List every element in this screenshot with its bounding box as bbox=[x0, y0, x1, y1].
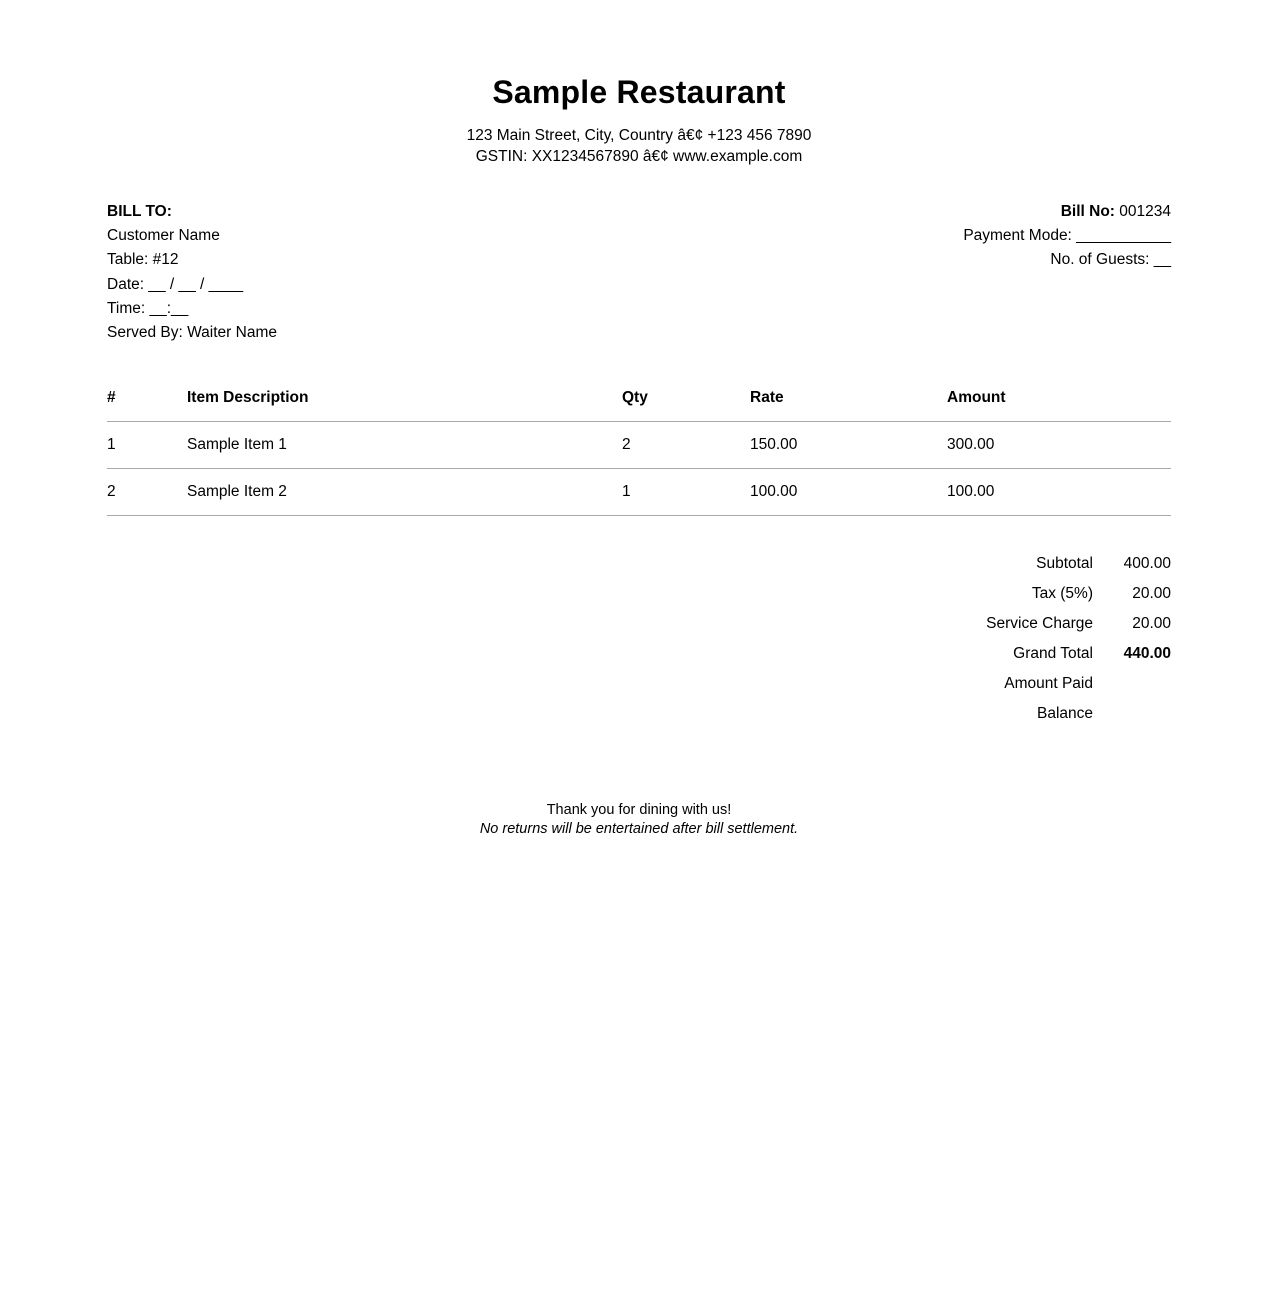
item-amount: 100.00 bbox=[947, 468, 1171, 515]
items-table bbox=[107, 389, 1171, 516]
bill-to-block bbox=[107, 200, 277, 346]
totals-row-service-charge bbox=[986, 609, 1171, 639]
gstin-line: GSTIN: XX1234567890 â€¢ www.example.com bbox=[475, 147, 803, 165]
served-by: Served By: Waiter Name bbox=[107, 324, 277, 342]
column-header-qty: Qty bbox=[622, 389, 750, 422]
item-description: Sample Item 2 bbox=[187, 468, 622, 515]
item-description: Sample Item 1 bbox=[187, 421, 622, 468]
items-table-body bbox=[107, 421, 1171, 515]
contact-info bbox=[107, 125, 1171, 167]
totals-section bbox=[107, 549, 1171, 729]
tax-value: 20.00 bbox=[1132, 584, 1171, 602]
time-field: Time: __:__ bbox=[107, 299, 189, 317]
totals-table bbox=[986, 549, 1171, 729]
table-row bbox=[107, 468, 1171, 515]
column-header-description: Item Description bbox=[187, 389, 622, 422]
items-table-head bbox=[107, 389, 1171, 422]
restaurant-name: Sample Restaurant bbox=[492, 74, 786, 110]
tax-label: Tax (5%) bbox=[1031, 584, 1093, 602]
totals-row-subtotal bbox=[986, 549, 1171, 579]
returns-policy-note: No returns will be entertained after bill settlement. bbox=[479, 820, 799, 837]
item-number: 2 bbox=[107, 468, 187, 515]
column-header-amount: Amount bbox=[947, 389, 1171, 422]
address-line: 123 Main Street, City, Country â€¢ +123 456 7890 bbox=[466, 126, 812, 144]
item-qty: 1 bbox=[622, 468, 750, 515]
document-footer bbox=[107, 801, 1171, 839]
bill-number-row bbox=[963, 200, 1171, 224]
item-amount: 300.00 bbox=[947, 421, 1171, 468]
items-table-header-row bbox=[107, 389, 1171, 422]
balance-value bbox=[1093, 699, 1171, 729]
totals-row-tax bbox=[986, 579, 1171, 609]
grand-total-label: Grand Total bbox=[1013, 644, 1093, 662]
thank-you-message: Thank you for dining with us! bbox=[546, 801, 732, 818]
subtotal-value: 400.00 bbox=[1123, 554, 1171, 572]
customer-name: Customer Name bbox=[107, 227, 220, 245]
totals-row-balance bbox=[986, 699, 1171, 729]
balance-label: Balance bbox=[1036, 704, 1093, 722]
service-charge-value: 20.00 bbox=[1132, 614, 1171, 632]
item-rate: 150.00 bbox=[750, 421, 947, 468]
amount-paid-value bbox=[1093, 669, 1171, 699]
document-header bbox=[107, 0, 1171, 167]
subtotal-label: Subtotal bbox=[1036, 554, 1093, 572]
payment-mode-field: Payment Mode: ___________ bbox=[963, 227, 1171, 245]
column-header-number: # bbox=[107, 389, 187, 422]
service-charge-label: Service Charge bbox=[986, 614, 1093, 632]
amount-paid-label: Amount Paid bbox=[1004, 674, 1093, 692]
bill-number-label: Bill No: bbox=[1060, 202, 1115, 220]
bill-number-value: 001234 bbox=[1119, 202, 1171, 220]
guests-field: No. of Guests: __ bbox=[1050, 251, 1171, 269]
totals-row-amount-paid bbox=[986, 669, 1171, 699]
table-number: Table: #12 bbox=[107, 251, 179, 269]
bill-meta bbox=[107, 200, 1171, 346]
totals-row-grand-total bbox=[986, 639, 1171, 669]
date-field: Date: __ / __ / ____ bbox=[107, 275, 244, 293]
bill-to-heading: BILL TO: bbox=[107, 202, 172, 220]
item-qty: 2 bbox=[622, 421, 750, 468]
column-header-rate: Rate bbox=[750, 389, 947, 422]
grand-total-value: 440.00 bbox=[1123, 644, 1171, 662]
table-row bbox=[107, 421, 1171, 468]
item-number: 1 bbox=[107, 421, 187, 468]
item-rate: 100.00 bbox=[750, 468, 947, 515]
bill-info-block bbox=[963, 200, 1171, 273]
